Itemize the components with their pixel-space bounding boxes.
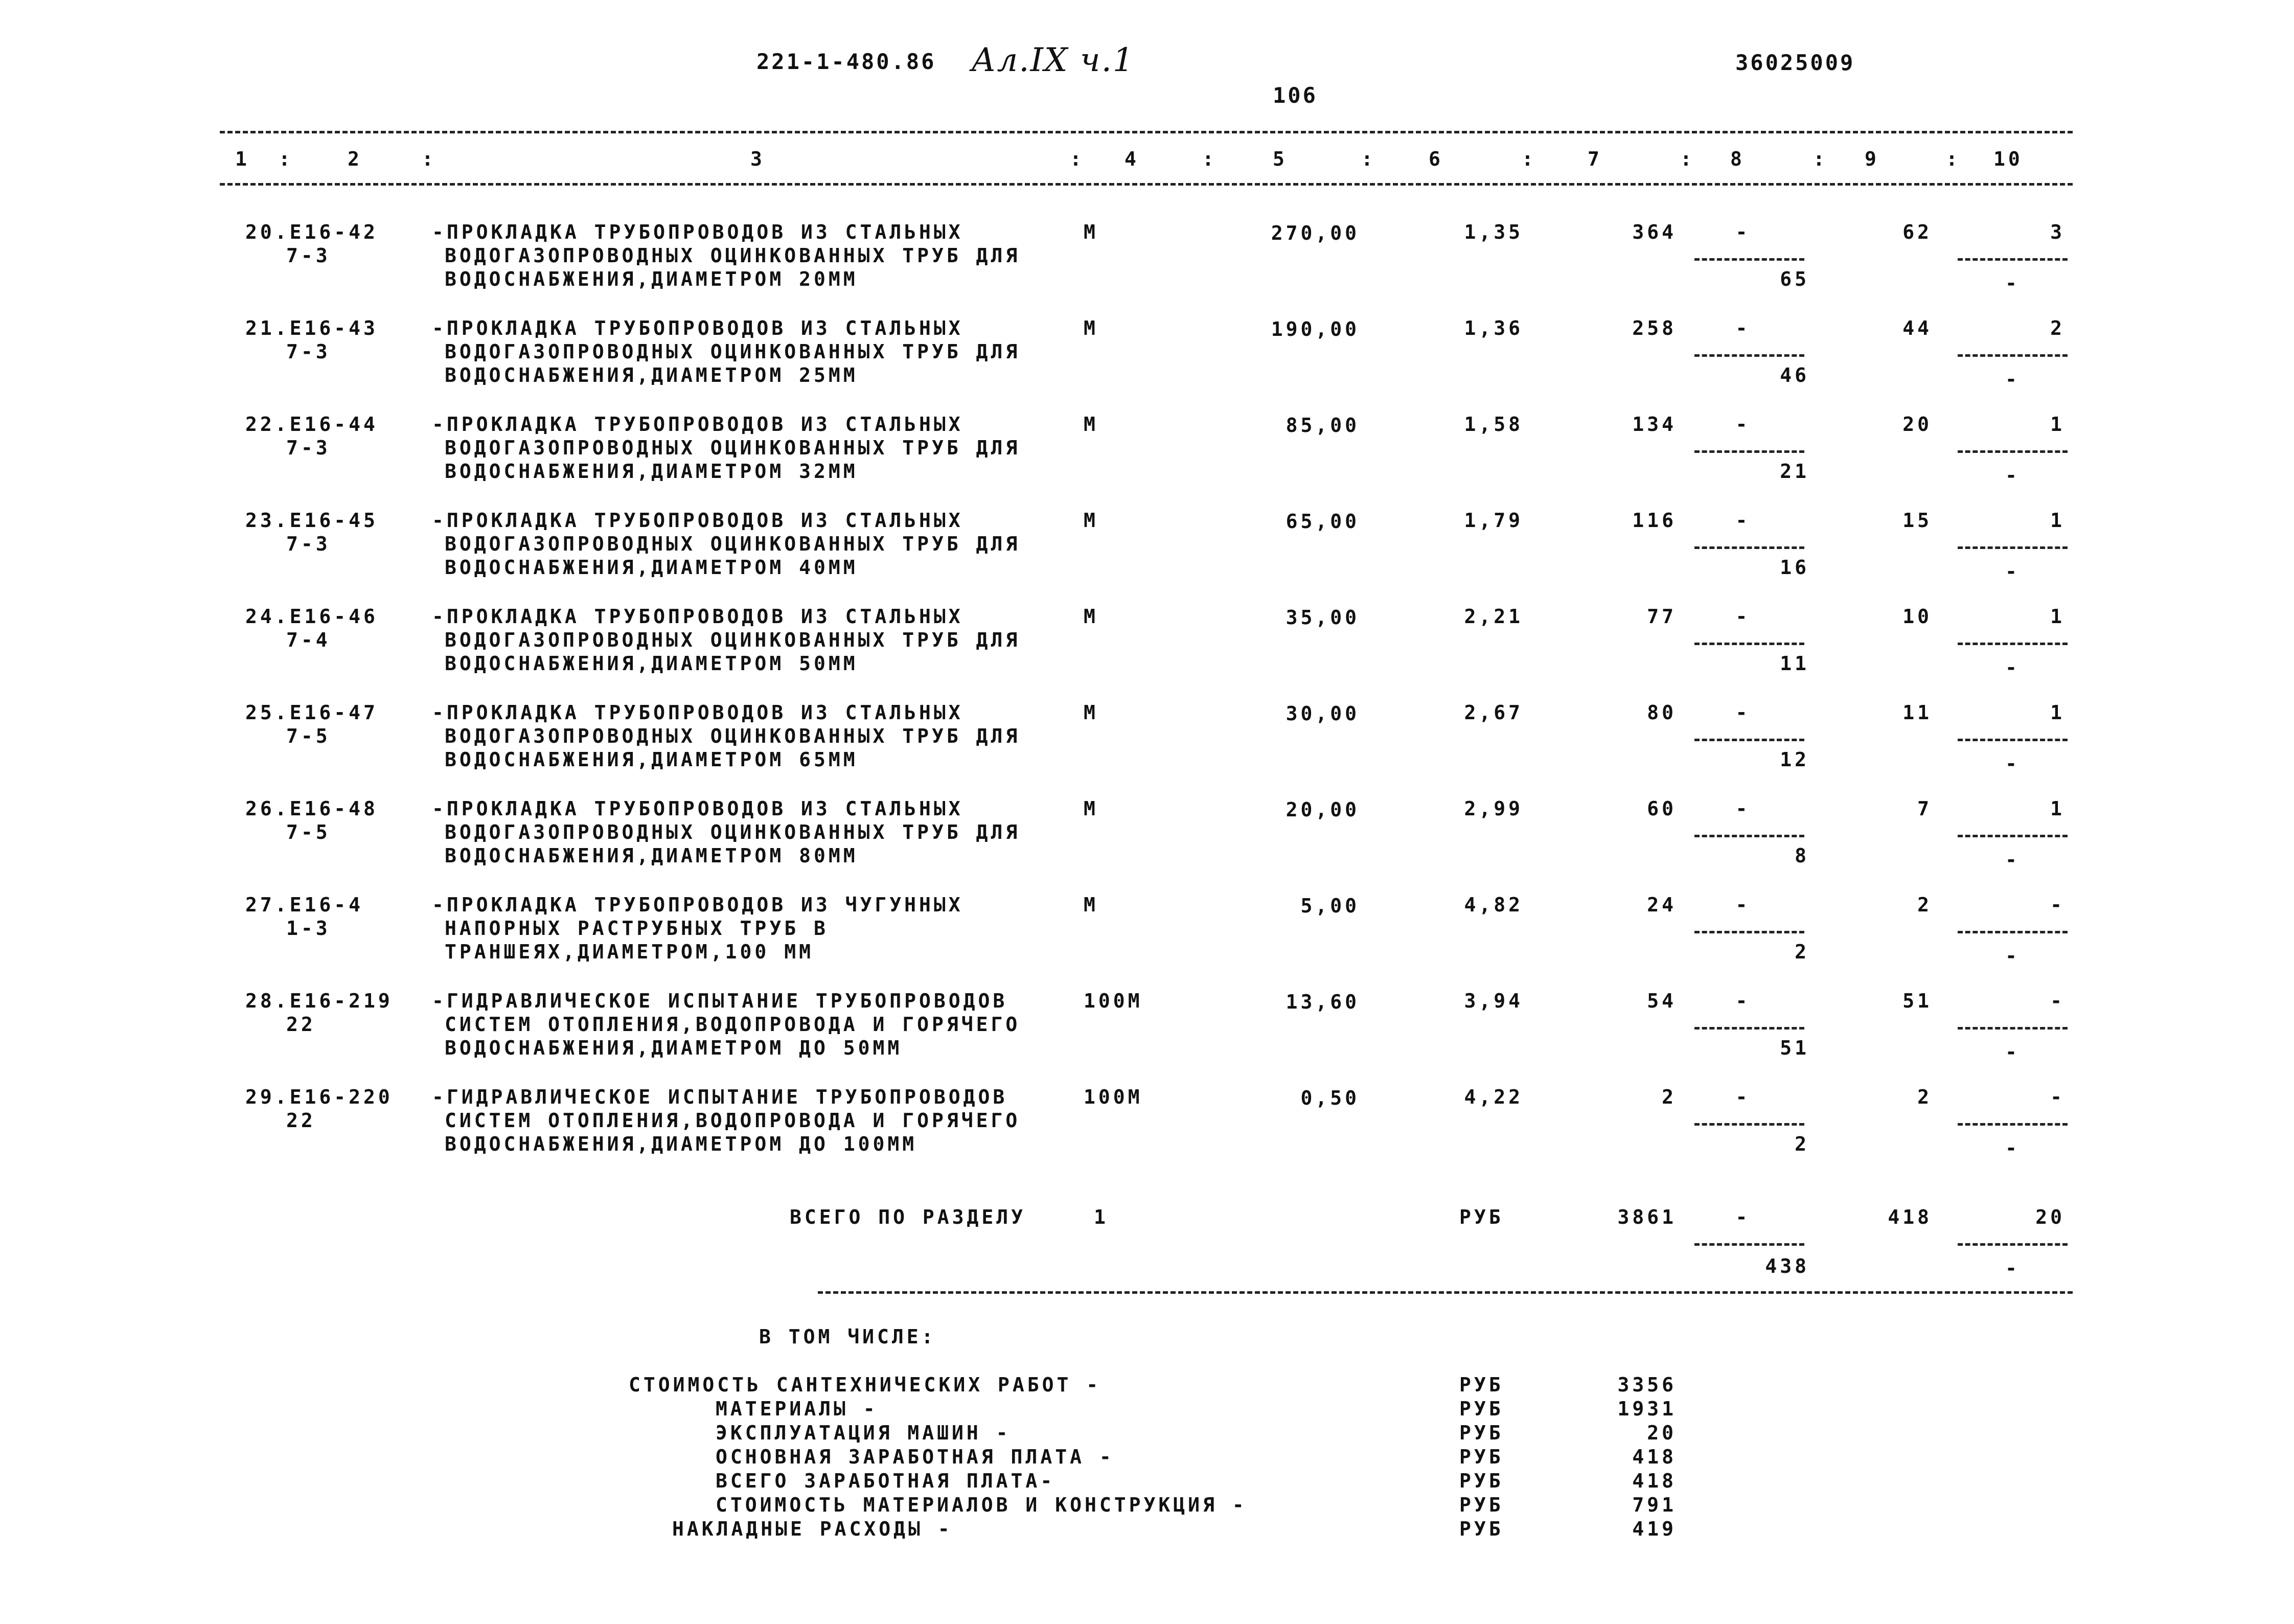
row-subcode: 22 bbox=[286, 1109, 316, 1132]
row-col8-sum: 51 bbox=[1780, 1037, 1809, 1059]
row-unit: 100М bbox=[1084, 1086, 1143, 1108]
column-header-1: 1 bbox=[235, 148, 250, 170]
row-total: 80 bbox=[1647, 701, 1677, 724]
row-subcode: 7-3 bbox=[286, 533, 331, 555]
row-unit-price: 2,99 bbox=[1464, 797, 1523, 820]
row-quantity: 13,60 bbox=[1286, 991, 1360, 1013]
row-description-line: -ПРОКЛАДКА ТРУБОПРОВОДОВ ИЗ СТАЛЬНЫХ bbox=[432, 701, 964, 724]
breakdown-label: СТОИМОСТЬ МАТЕРИАЛОВ И КОНСТРУКЦИЯ - bbox=[716, 1494, 1247, 1516]
breakdown-label: ОСНОВНАЯ ЗАРАБОТНАЯ ПЛАТА - bbox=[716, 1446, 1114, 1468]
section-total-col10-rule bbox=[1958, 1243, 2068, 1246]
row-description-line: ВОДОГАЗОПРОВОДНЫХ ОЦИНКОВАННЫХ ТРУБ ДЛЯ bbox=[445, 725, 1021, 747]
row-total: 24 bbox=[1647, 894, 1677, 916]
row-col9: 20 bbox=[1902, 413, 1932, 436]
row-col10: 2 bbox=[2050, 317, 2065, 339]
row-unit-price: 4,22 bbox=[1464, 1086, 1523, 1108]
breakdown-value: 3356 bbox=[1617, 1374, 1677, 1396]
row-unit: М bbox=[1084, 317, 1098, 339]
row-col8-sum: 8 bbox=[1795, 844, 1809, 867]
row-total: 364 bbox=[1632, 221, 1677, 243]
header-top-rule bbox=[220, 131, 2073, 133]
breakdown-label: ЭКСПЛУАТАЦИЯ МАШИН - bbox=[716, 1422, 1011, 1444]
row-code: 27.E16-4 bbox=[245, 894, 364, 916]
table-row bbox=[0, 222, 2294, 319]
breakdown-label: НАКЛАДНЫЕ РАСХОДЫ - bbox=[672, 1518, 953, 1540]
column-header-6: 6 bbox=[1429, 148, 1443, 170]
row-description-line: ВОДОСНАБЖЕНИЯ,ДИАМЕТРОМ 50ММ bbox=[445, 652, 858, 675]
row-description-line: ВОДОСНАБЖЕНИЯ,ДИАМЕТРОМ 20ММ bbox=[445, 268, 858, 290]
row-col8-rule bbox=[1694, 1027, 1804, 1030]
row-quantity: 0,50 bbox=[1300, 1087, 1360, 1109]
row-col10: - bbox=[2050, 990, 2065, 1012]
row-col8: - bbox=[1735, 605, 1751, 628]
row-col10-rule bbox=[1958, 1027, 2068, 1030]
breakdown-value: 418 bbox=[1632, 1470, 1677, 1492]
table-row bbox=[0, 703, 2294, 800]
breakdown-unit: РУБ bbox=[1459, 1374, 1504, 1396]
row-col8: - bbox=[1735, 701, 1751, 724]
row-description-line: ВОДОГАЗОПРОВОДНЫХ ОЦИНКОВАННЫХ ТРУБ ДЛЯ bbox=[445, 821, 1021, 843]
row-quantity: 65,00 bbox=[1286, 510, 1360, 533]
row-description-line: ТРАНШЕЯХ,ДИАМЕТРОМ,100 ММ bbox=[445, 941, 814, 963]
table-row bbox=[0, 318, 2294, 416]
column-header-sep: : bbox=[1070, 148, 1085, 170]
row-description-line: ВОДОСНАБЖЕНИЯ,ДИАМЕТРОМ ДО 50ММ bbox=[445, 1037, 903, 1059]
section-total-col8: - bbox=[1735, 1206, 1751, 1228]
row-col9: 10 bbox=[1902, 605, 1932, 628]
row-description-line: ВОДОГАЗОПРОВОДНЫХ ОЦИНКОВАННЫХ ТРУБ ДЛЯ bbox=[445, 340, 1021, 363]
row-col8-sum: 65 bbox=[1780, 268, 1809, 290]
section-total-unit: РУБ bbox=[1459, 1206, 1504, 1228]
breakdown-label: ВСЕГО ЗАРАБОТНАЯ ПЛАТА- bbox=[716, 1470, 1056, 1492]
row-col8-rule bbox=[1694, 931, 1804, 933]
row-col10-sum: - bbox=[2005, 464, 2020, 487]
breakdown-unit: РУБ bbox=[1459, 1446, 1504, 1468]
row-col10-rule bbox=[1958, 258, 2068, 261]
column-header-sep: : bbox=[1361, 148, 1376, 170]
row-description-line: ВОДОСНАБЖЕНИЯ,ДИАМЕТРОМ 25ММ bbox=[445, 364, 858, 386]
including-label: В ТОМ ЧИСЛЕ: bbox=[759, 1325, 936, 1348]
breakdown-value: 1931 bbox=[1617, 1398, 1677, 1420]
row-col10-rule bbox=[1958, 931, 2068, 933]
row-subcode: 7-4 bbox=[286, 629, 331, 651]
section-total-label: ВСЕГО ПО РАЗДЕЛУ bbox=[790, 1206, 1026, 1228]
row-col10-sum: - bbox=[2005, 849, 2020, 871]
row-col8-sum: 46 bbox=[1780, 364, 1809, 386]
row-col9: 11 bbox=[1902, 701, 1932, 724]
section-total-col10: 20 bbox=[2035, 1206, 2065, 1228]
row-quantity: 35,00 bbox=[1286, 606, 1360, 629]
header-bottom-rule bbox=[220, 183, 2073, 186]
row-description-line: -ПРОКЛАДКА ТРУБОПРОВОДОВ ИЗ ЧУГУННЫХ bbox=[432, 894, 964, 916]
row-col8: - bbox=[1735, 221, 1751, 243]
row-unit-price: 2,21 bbox=[1464, 605, 1523, 628]
row-description-line: ВОДОСНАБЖЕНИЯ,ДИАМЕТРОМ 40ММ bbox=[445, 556, 858, 579]
row-col8: - bbox=[1735, 1086, 1751, 1108]
row-subcode: 7-5 bbox=[286, 725, 331, 747]
breakdown-value: 791 bbox=[1632, 1494, 1677, 1516]
row-col10-sum: - bbox=[2005, 1137, 2020, 1159]
column-header-sep: : bbox=[422, 148, 437, 170]
row-col9: 2 bbox=[1917, 1086, 1932, 1108]
column-header-10: 10 bbox=[1993, 148, 2023, 170]
row-col9: 51 bbox=[1902, 990, 1932, 1012]
row-col10-rule bbox=[1958, 354, 2068, 357]
row-unit-price: 1,79 bbox=[1464, 509, 1523, 532]
doc-code: 221-1-480.86 bbox=[756, 49, 936, 74]
column-header-sep: : bbox=[1813, 148, 1828, 170]
column-header-sep: : bbox=[1680, 148, 1695, 170]
breakdown-value: 419 bbox=[1632, 1518, 1677, 1540]
row-col10-rule bbox=[1958, 450, 2068, 453]
row-col8-sum: 2 bbox=[1795, 1133, 1809, 1155]
row-code: 24.E16-46 bbox=[245, 605, 378, 628]
row-subcode: 22 bbox=[286, 1013, 316, 1036]
row-description-line: ВОДОСНАБЖЕНИЯ,ДИАМЕТРОМ 65ММ bbox=[445, 748, 858, 771]
row-description-line: ВОДОСНАБЖЕНИЯ,ДИАМЕТРОМ 80ММ bbox=[445, 844, 858, 867]
row-description-line: ВОДОГАЗОПРОВОДНЫХ ОЦИНКОВАННЫХ ТРУБ ДЛЯ bbox=[445, 437, 1021, 459]
row-description-line: -ПРОКЛАДКА ТРУБОПРОВОДОВ ИЗ СТАЛЬНЫХ bbox=[432, 509, 964, 532]
row-col10-sum: - bbox=[2005, 945, 2020, 967]
table-row bbox=[0, 415, 2294, 512]
breakdown-unit: РУБ bbox=[1459, 1422, 1504, 1444]
row-quantity: 190,00 bbox=[1271, 318, 1360, 340]
table-row bbox=[0, 895, 2294, 992]
row-description-line: ВОДОСНАБЖЕНИЯ,ДИАМЕТРОМ 32ММ bbox=[445, 460, 858, 483]
row-unit-price: 1,36 bbox=[1464, 317, 1523, 339]
row-col8: - bbox=[1735, 509, 1751, 532]
row-code: 23.E16-45 bbox=[245, 509, 378, 532]
row-total: 77 bbox=[1647, 605, 1677, 628]
row-unit: М bbox=[1084, 221, 1098, 243]
row-col10: 1 bbox=[2050, 605, 2065, 628]
row-col8-rule bbox=[1694, 739, 1804, 741]
row-col8: - bbox=[1735, 990, 1751, 1012]
column-header-8: 8 bbox=[1730, 148, 1745, 170]
row-description-line: СИСТЕМ ОТОПЛЕНИЯ,ВОДОПРОВОДА И ГОРЯЧЕГО bbox=[445, 1109, 1021, 1132]
row-quantity: 20,00 bbox=[1286, 798, 1360, 821]
breakdown-unit: РУБ bbox=[1459, 1470, 1504, 1492]
row-col8-rule bbox=[1694, 450, 1804, 453]
row-unit-price: 1,58 bbox=[1464, 413, 1523, 436]
row-total: 258 bbox=[1632, 317, 1677, 339]
breakdown-value: 418 bbox=[1632, 1446, 1677, 1468]
row-description-line: ВОДОГАЗОПРОВОДНЫХ ОЦИНКОВАННЫХ ТРУБ ДЛЯ bbox=[445, 629, 1021, 651]
section-total-value: 3861 bbox=[1617, 1206, 1677, 1228]
row-subcode: 7-3 bbox=[286, 437, 331, 459]
row-col8-rule bbox=[1694, 258, 1804, 261]
row-description-line: -ПРОКЛАДКА ТРУБОПРОВОДОВ ИЗ СТАЛЬНЫХ bbox=[432, 413, 964, 436]
breakdown-label: СТОИМОСТЬ САНТЕХНИЧЕСКИХ РАБОТ - bbox=[629, 1374, 1102, 1396]
row-unit: 100М bbox=[1084, 990, 1143, 1012]
row-quantity: 270,00 bbox=[1271, 222, 1360, 244]
row-description-line: ВОДОГАЗОПРОВОДНЫХ ОЦИНКОВАННЫХ ТРУБ ДЛЯ bbox=[445, 244, 1021, 267]
row-description-line: -ГИДРАВЛИЧЕСКОЕ ИСПЫТАНИЕ ТРУБОПРОВОДОВ bbox=[432, 990, 1008, 1012]
row-col10-sum: - bbox=[2005, 656, 2020, 679]
row-col10: 1 bbox=[2050, 509, 2065, 532]
column-header-sep: : bbox=[279, 148, 293, 170]
row-quantity: 85,00 bbox=[1286, 414, 1360, 437]
row-col8-sum: 21 bbox=[1780, 460, 1809, 483]
row-col8-rule bbox=[1694, 354, 1804, 357]
row-col10-sum: - bbox=[2005, 368, 2020, 391]
row-col9: 15 bbox=[1902, 509, 1932, 532]
row-subcode: 7-3 bbox=[286, 340, 331, 363]
row-col8: - bbox=[1735, 413, 1751, 436]
row-unit-price: 2,67 bbox=[1464, 701, 1523, 724]
row-col8: - bbox=[1735, 797, 1751, 820]
row-code: 25.E16-47 bbox=[245, 701, 378, 724]
column-header-7: 7 bbox=[1588, 148, 1602, 170]
breakdown-label: МАТЕРИАЛЫ - bbox=[716, 1398, 878, 1420]
row-col10-rule bbox=[1958, 739, 2068, 741]
row-unit: М bbox=[1084, 797, 1098, 820]
row-unit: М bbox=[1084, 701, 1098, 724]
row-unit: М bbox=[1084, 413, 1098, 436]
row-unit-price: 1,35 bbox=[1464, 221, 1523, 243]
row-col8-sum: 2 bbox=[1795, 941, 1809, 963]
row-col10: 3 bbox=[2050, 221, 2065, 243]
table-row bbox=[0, 991, 2294, 1088]
row-unit: М bbox=[1084, 509, 1098, 532]
row-col8-rule bbox=[1694, 546, 1804, 549]
column-header-9: 9 bbox=[1865, 148, 1879, 170]
row-subcode: 1-3 bbox=[286, 917, 331, 940]
row-col10: 1 bbox=[2050, 797, 2065, 820]
row-description-line: -ГИДРАВЛИЧЕСКОЕ ИСПЫТАНИЕ ТРУБОПРОВОДОВ bbox=[432, 1086, 1008, 1108]
row-unit-price: 4,82 bbox=[1464, 894, 1523, 916]
section-total-rule bbox=[818, 1291, 2073, 1294]
row-col10-sum: - bbox=[2005, 1041, 2020, 1063]
row-description-line: ВОДОСНАБЖЕНИЯ,ДИАМЕТРОМ ДО 100ММ bbox=[445, 1133, 917, 1155]
column-header-4: 4 bbox=[1125, 148, 1139, 170]
row-col9: 44 bbox=[1902, 317, 1932, 339]
breakdown-unit: РУБ bbox=[1459, 1398, 1504, 1420]
column-header-sep: : bbox=[1946, 148, 1961, 170]
row-description-line: -ПРОКЛАДКА ТРУБОПРОВОДОВ ИЗ СТАЛЬНЫХ bbox=[432, 317, 964, 339]
row-quantity: 30,00 bbox=[1286, 702, 1360, 725]
row-col8-sum: 16 bbox=[1780, 556, 1809, 579]
column-header-3: 3 bbox=[750, 148, 765, 170]
row-col9: 7 bbox=[1917, 797, 1932, 820]
row-col8-rule bbox=[1694, 643, 1804, 645]
row-description-line: НАПОРНЫХ РАСТРУБНЫХ ТРУБ В bbox=[445, 917, 829, 940]
album-reference: Ал.IX ч.1 bbox=[971, 41, 1135, 79]
row-col10: - bbox=[2050, 894, 2065, 916]
row-description-line: СИСТЕМ ОТОПЛЕНИЯ,ВОДОПРОВОДА И ГОРЯЧЕГО bbox=[445, 1013, 1021, 1036]
row-col10-sum: - bbox=[2005, 560, 2020, 583]
section-total-col8-rule bbox=[1694, 1243, 1804, 1246]
row-code: 26.E16-48 bbox=[245, 797, 378, 820]
row-code: 22.E16-44 bbox=[245, 413, 378, 436]
column-header-sep: : bbox=[1522, 148, 1536, 170]
row-col10-rule bbox=[1958, 835, 2068, 837]
row-unit: М bbox=[1084, 894, 1098, 916]
row-col10-sum: - bbox=[2005, 752, 2020, 775]
row-col10-rule bbox=[1958, 643, 2068, 645]
row-code: 28.E16-219 bbox=[245, 990, 393, 1012]
row-col9: 2 bbox=[1917, 894, 1932, 916]
row-quantity: 5,00 bbox=[1300, 895, 1360, 917]
row-total: 116 bbox=[1632, 509, 1677, 532]
row-subcode: 7-3 bbox=[286, 244, 331, 267]
row-col8: - bbox=[1735, 317, 1751, 339]
section-total-col8-sum: 438 bbox=[1765, 1255, 1809, 1277]
row-col8-rule bbox=[1694, 835, 1804, 837]
row-col10-rule bbox=[1958, 546, 2068, 549]
row-description-line: -ПРОКЛАДКА ТРУБОПРОВОДОВ ИЗ СТАЛЬНЫХ bbox=[432, 797, 964, 820]
row-code: 20.E16-42 bbox=[245, 221, 378, 243]
breakdown-unit: РУБ bbox=[1459, 1494, 1504, 1516]
section-total-col10-sum: - bbox=[2005, 1257, 2020, 1279]
row-description-line: ВОДОГАЗОПРОВОДНЫХ ОЦИНКОВАННЫХ ТРУБ ДЛЯ bbox=[445, 533, 1021, 555]
row-total: 2 bbox=[1662, 1086, 1677, 1108]
row-subcode: 7-5 bbox=[286, 821, 331, 843]
breakdown-unit: РУБ bbox=[1459, 1518, 1504, 1540]
column-header-sep: : bbox=[1202, 148, 1217, 170]
doc-id: 36025009 bbox=[1735, 50, 1855, 75]
column-header-5: 5 bbox=[1273, 148, 1288, 170]
table-row bbox=[0, 1087, 2294, 1184]
row-description-line: -ПРОКЛАДКА ТРУБОПРОВОДОВ ИЗ СТАЛЬНЫХ bbox=[432, 605, 964, 628]
row-code: 29.E16-220 bbox=[245, 1086, 393, 1108]
row-total: 54 bbox=[1647, 990, 1677, 1012]
row-col8-rule bbox=[1694, 1123, 1804, 1126]
row-description-line: -ПРОКЛАДКА ТРУБОПРОВОДОВ ИЗ СТАЛЬНЫХ bbox=[432, 221, 964, 243]
table-row bbox=[0, 511, 2294, 608]
table-row bbox=[0, 607, 2294, 704]
row-col10: - bbox=[2050, 1086, 2065, 1108]
breakdown-value: 20 bbox=[1647, 1422, 1677, 1444]
row-col8-sum: 12 bbox=[1780, 748, 1809, 771]
row-total: 60 bbox=[1647, 797, 1677, 820]
row-col8: - bbox=[1735, 894, 1751, 916]
row-unit-price: 3,94 bbox=[1464, 990, 1523, 1012]
row-unit: М bbox=[1084, 605, 1098, 628]
column-header-2: 2 bbox=[348, 148, 362, 170]
row-col10: 1 bbox=[2050, 701, 2065, 724]
row-col8-sum: 11 bbox=[1780, 652, 1809, 675]
row-total: 134 bbox=[1632, 413, 1677, 436]
page-number: 106 bbox=[1273, 83, 1318, 108]
row-code: 21.E16-43 bbox=[245, 317, 378, 339]
row-col10: 1 bbox=[2050, 413, 2065, 436]
row-col9: 62 bbox=[1902, 221, 1932, 243]
section-total-col9: 418 bbox=[1888, 1206, 1932, 1228]
table-row bbox=[0, 799, 2294, 896]
row-col10-sum: - bbox=[2005, 272, 2020, 294]
section-total-number: 1 bbox=[1094, 1206, 1109, 1228]
row-col10-rule bbox=[1958, 1123, 2068, 1126]
